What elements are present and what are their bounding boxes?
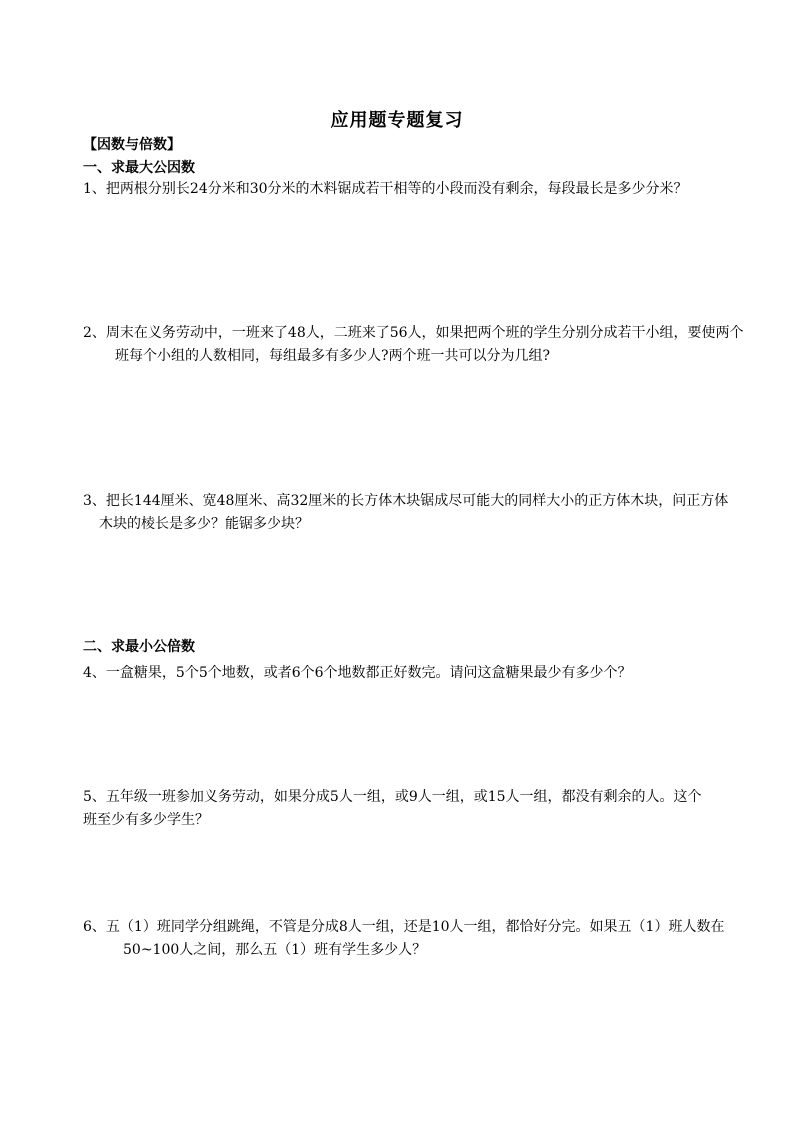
question-4: 4、一盒糖果，5个5个地数，或者6个6个地数都正好数完。请问这盒糖果最少有多少个？ <box>83 665 632 681</box>
part1-heading: 一、求最大公因数 <box>83 160 195 176</box>
question-6: 6、五（1）班同学分组跳绳，不管是分成8人一组，还是10人一组，都恰好分完。如果五（1）班人数在50~100人之间，那么五（1）班有学生多少人？ <box>83 919 725 958</box>
question-2: 2、周末在义务劳动中，一班来了48人，二班来了56人，如果把两个班的学生分别分成若干小组，要使两个班每个小组的人数相同，每组最多有多少人?两个班一共可以分为几组? <box>83 325 744 364</box>
part2-heading: 二、求最小公倍数 <box>83 639 195 655</box>
page-title: 应用题专题复习 <box>330 110 464 131</box>
question-5: 5、五年级一班参加义务劳动，如果分成5人一组，或9人一组，或15人一组，都没有剩余的人。这个班至少有多少学生？ <box>83 789 702 828</box>
question-1: 1、把两根分别长24分米和30分米的木料锯成若干相等的小段而没有剩余，每段最长是多少分米？ <box>83 181 688 197</box>
question-3: 3、把长144厘米、宽48厘米、高32厘米的长方体木块锯成尽可能大的同样大小的正方体木块，问正方体木块的棱长是多少？能锯多少块？ <box>83 493 729 532</box>
section-heading-factors-multiples: 【因数与倍数】 <box>83 137 181 153</box>
